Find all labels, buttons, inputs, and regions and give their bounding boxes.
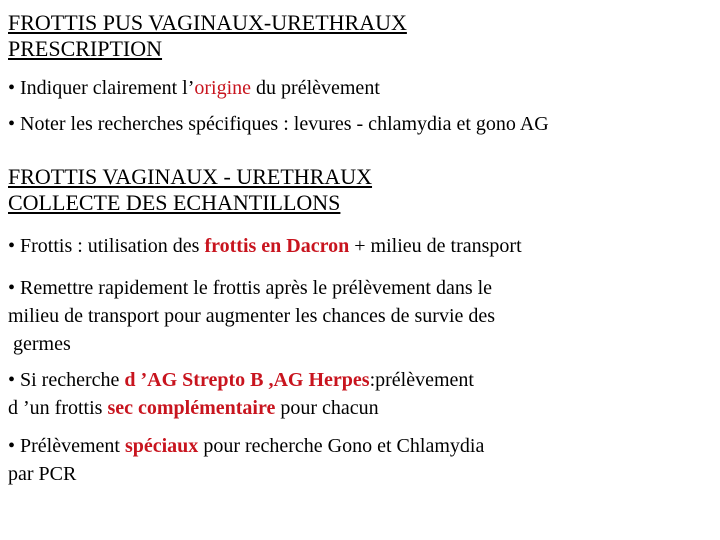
bullet-line <box>8 394 474 422</box>
bullet-text: + milieu de transport <box>349 235 522 257</box>
bullet-text: • Frottis : utilisation des <box>8 235 205 257</box>
bullet-text: d ’un frottis <box>8 397 108 419</box>
bullet-text: • Prélèvement <box>8 435 125 457</box>
bullet-pcr <box>8 432 484 488</box>
title-line: FROTTIS VAGINAUX - URETHRAUX <box>8 164 373 189</box>
bullet-line <box>8 432 484 460</box>
bullet-text: pour recherche Gono et Chlamydia <box>198 435 485 457</box>
section-title-prescription <box>8 10 407 62</box>
bullet-line <box>8 366 474 394</box>
bullet-line: • Remettre rapidement le frottis après le prélèvement dans le <box>8 277 493 299</box>
bullet-text: • Noter les recherches spécifiques : levures - chlamydia et gono AG <box>8 113 549 135</box>
title-line: FROTTIS PUS VAGINAUX-URETHRAUX <box>8 10 407 35</box>
highlight-text: origine <box>194 77 252 99</box>
highlight-text: d ’AG Strepto B ,AG Herpes <box>124 369 370 391</box>
bullet-line: milieu de transport pour augmenter les chances de survie des <box>8 305 496 327</box>
bullet-line: germes <box>8 333 71 355</box>
highlight-text: frottis en Dacron <box>204 235 350 257</box>
bullet-strepto-herpes <box>8 366 474 422</box>
bullet-recherches <box>8 110 549 138</box>
bullet-text: :prélèvement <box>369 369 474 391</box>
bullet-line: par PCR <box>8 463 77 485</box>
title-line: PRESCRIPTION <box>8 36 163 61</box>
bullet-dacron <box>8 232 522 260</box>
bullet-text: • Indiquer clairement l’ <box>8 77 195 99</box>
bullet-text: • Si recherche <box>8 369 125 391</box>
highlight-text: sec complémentaire <box>107 397 276 419</box>
bullet-remettre <box>8 274 495 358</box>
bullet-text: du prélèvement <box>251 77 380 99</box>
section-title-collecte <box>8 164 372 216</box>
highlight-text: spéciaux <box>124 435 199 457</box>
bullet-origine <box>8 74 380 102</box>
title-line: COLLECTE DES ECHANTILLONS <box>8 190 341 215</box>
bullet-text: pour chacun <box>275 397 379 419</box>
